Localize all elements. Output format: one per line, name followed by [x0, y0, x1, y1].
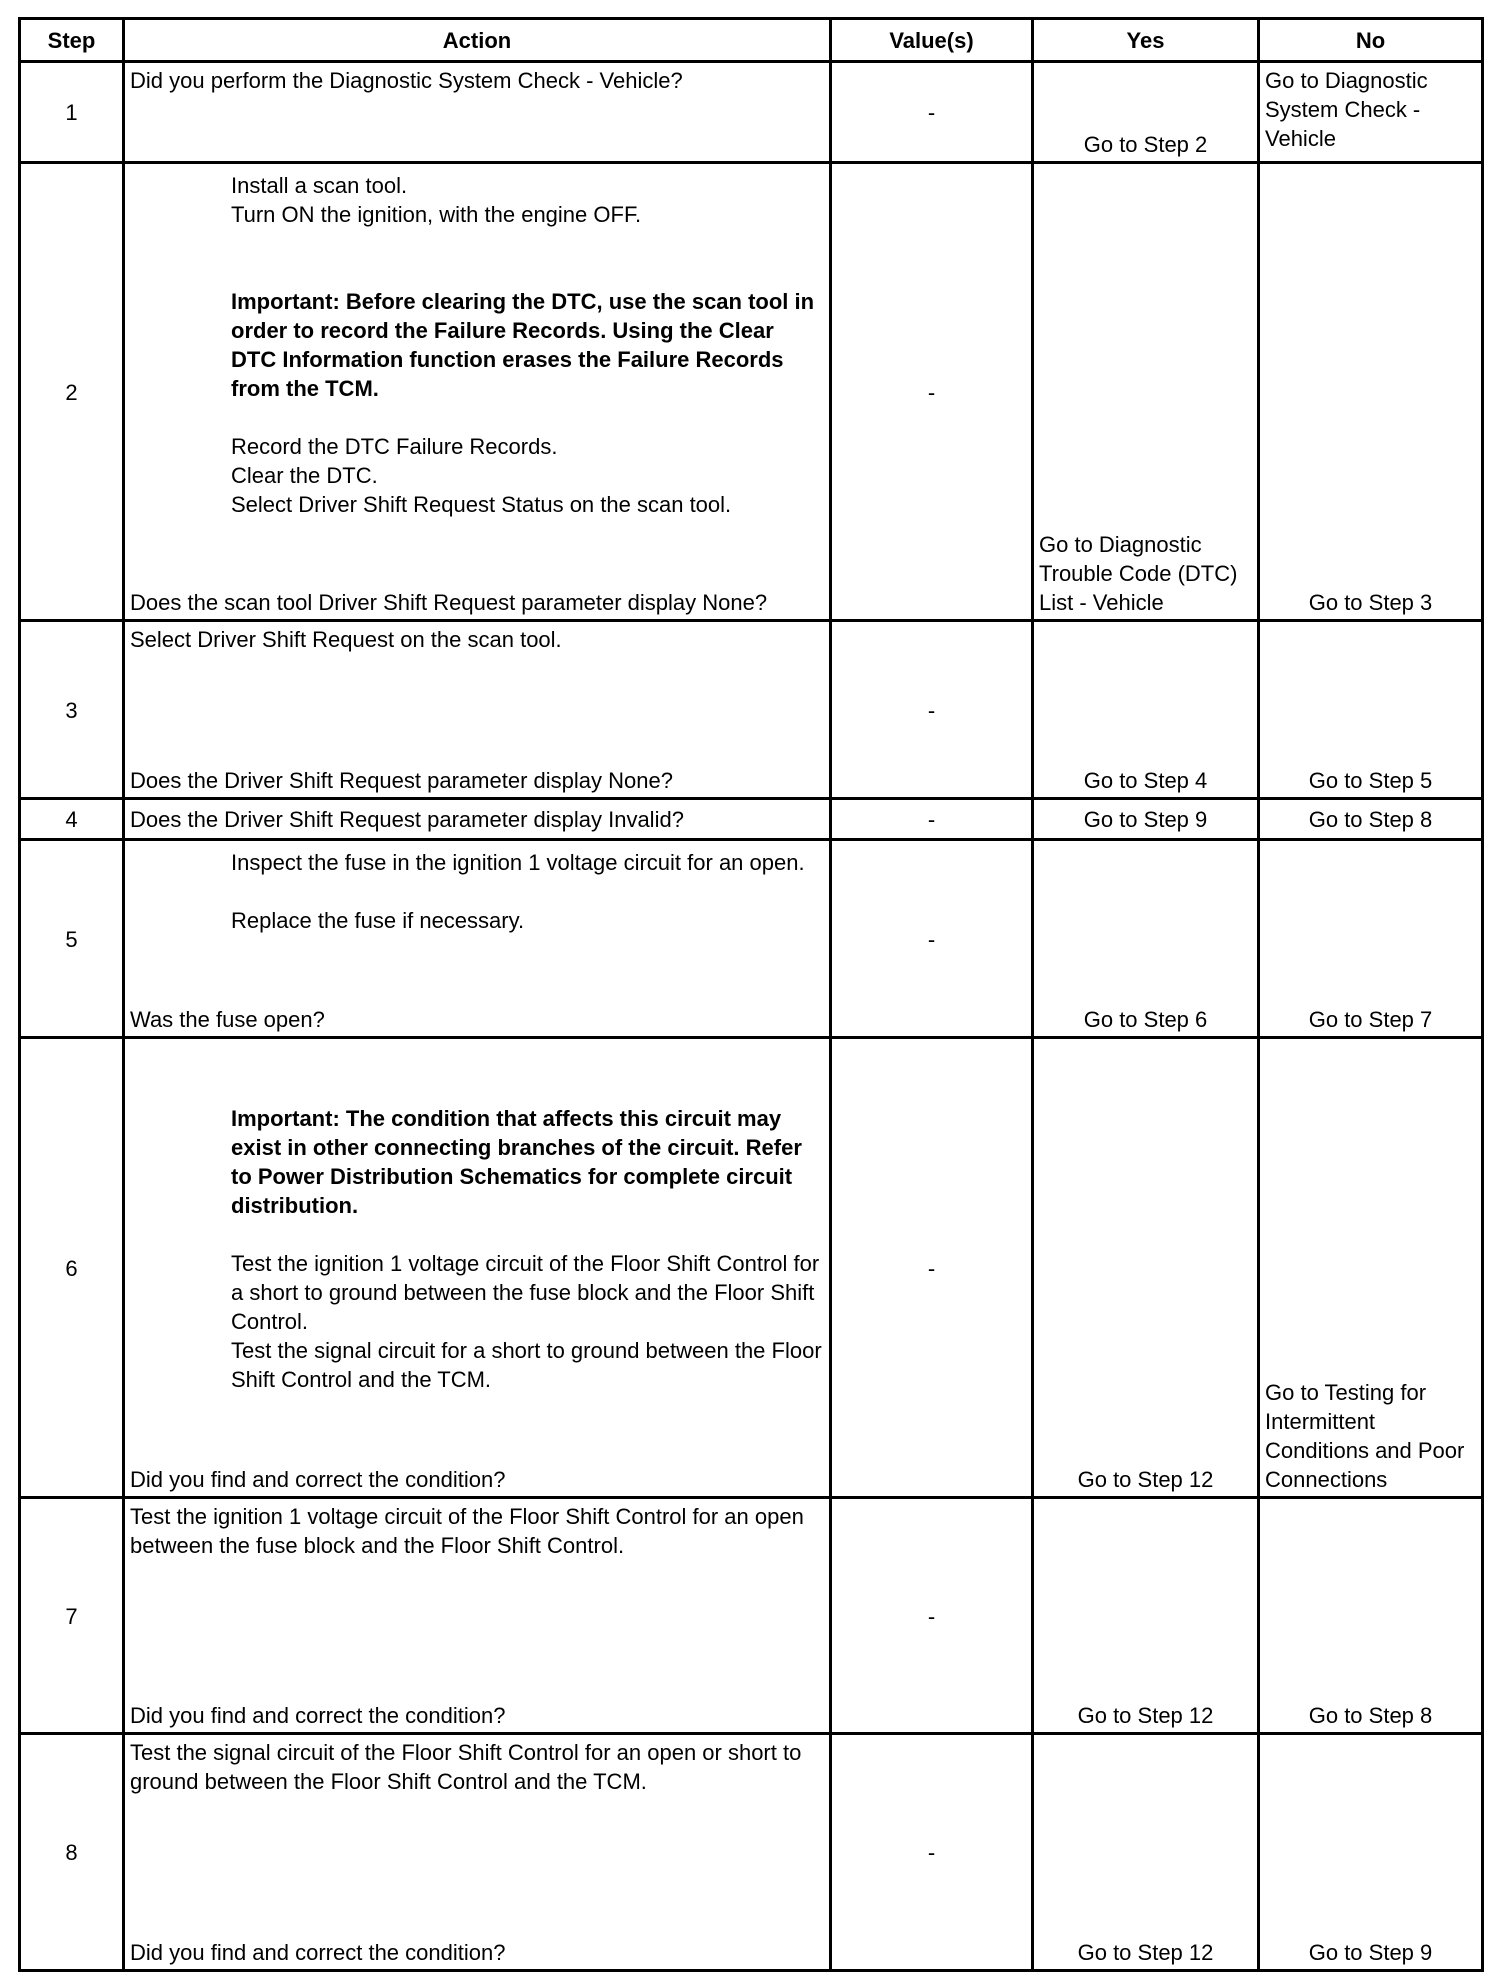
value-cell: - [829, 63, 1031, 161]
step-number: 6 [65, 1255, 78, 1281]
action-question: Does the Driver Shift Request parameter display Invalid? [130, 807, 684, 832]
yes-link[interactable]: Go to Step 2 [1083, 132, 1208, 157]
important-note: Important: Before clearing the DTC, use the scan tool in order to record the Failure Records. Using the Clear DTC Information function erases the Failure Records from the TCM. [231, 289, 815, 401]
no-link[interactable]: Go to Diagnostic System Check - Vehicle [1265, 68, 1428, 151]
step-number: 3 [65, 697, 78, 723]
action-cell [122, 841, 829, 1036]
action-instruction: Test the signal circuit for a short to ground between the Floor Shift Control and the TCM. [231, 1338, 822, 1392]
table-row [21, 161, 1481, 619]
no-cell [1257, 841, 1481, 1036]
no-link[interactable]: Go to Step 8 [1308, 1703, 1433, 1728]
action-instruction: Select Driver Shift Request on the scan tool. [130, 627, 562, 652]
value-cell: - [829, 1499, 1031, 1732]
yes-link[interactable]: Go to Step 6 [1083, 1007, 1208, 1032]
action-instruction: Select Driver Shift Request Status on the scan tool. [231, 492, 732, 517]
action-question: Did you perform the Diagnostic System Check - Vehicle? [130, 68, 683, 93]
no-link[interactable]: Go to Step 3 [1308, 590, 1433, 615]
header-values: Value(s) [829, 20, 1031, 60]
step-number: 2 [65, 379, 78, 405]
yes-cell [1031, 1735, 1257, 1969]
action-cell [122, 1039, 829, 1496]
value-cell: - [829, 841, 1031, 1036]
value-cell: - [829, 164, 1031, 619]
action-cell [122, 1499, 829, 1732]
yes-cell [1031, 164, 1257, 619]
table-row [21, 1732, 1481, 1969]
no-cell [1257, 1039, 1481, 1496]
table-row [21, 797, 1481, 838]
yes-cell [1031, 1039, 1257, 1496]
action-instruction: Record the DTC Failure Records. [231, 434, 558, 459]
step-number: 7 [65, 1603, 78, 1629]
action-question: Does the Driver Shift Request parameter display None? [130, 768, 673, 793]
no-link[interactable]: Go to Step 7 [1308, 1007, 1433, 1032]
step-number: 5 [65, 926, 78, 952]
important-note: Important: The condition that affects this circuit may exist in other connecting branches of the circuit. Refer to Power Distribution Schematics for complete circuit distribution. [231, 1106, 802, 1218]
yes-cell [1031, 622, 1257, 797]
yes-cell [1031, 63, 1257, 161]
yes-cell [1031, 800, 1257, 838]
action-instruction: Test the ignition 1 voltage circuit of the Floor Shift Control for a short to ground between the fuse block and the Floor Shift Control. [231, 1251, 820, 1334]
table-row [21, 838, 1481, 1036]
table-row [21, 1496, 1481, 1732]
no-link[interactable]: Go to Testing for Intermittent Conditions and Poor Connections [1265, 1380, 1465, 1492]
header-no: No [1257, 20, 1481, 60]
no-cell [1257, 1499, 1481, 1732]
action-question: Does the scan tool Driver Shift Request parameter display None? [130, 590, 768, 615]
header-step: Step [47, 27, 96, 53]
step-number: 8 [65, 1840, 78, 1865]
action-cell [122, 622, 829, 797]
yes-link[interactable]: Go to Step 12 [1077, 1940, 1214, 1965]
value-cell: - [829, 800, 1031, 838]
yes-link[interactable]: Go to Step 4 [1083, 768, 1208, 793]
no-link[interactable]: Go to Step 5 [1308, 768, 1433, 793]
header-action: Action [122, 20, 829, 60]
value-cell: - [829, 1735, 1031, 1969]
step-number: 4 [65, 807, 78, 832]
table-header [21, 20, 1481, 60]
action-instruction: Install a scan tool. [231, 173, 408, 198]
yes-link[interactable]: Go to Step 9 [1083, 807, 1208, 832]
yes-cell [1031, 841, 1257, 1036]
no-link[interactable]: Go to Step 9 [1308, 1940, 1433, 1965]
action-instruction: Clear the DTC. [231, 463, 378, 488]
yes-link[interactable]: Go to Step 12 [1077, 1703, 1214, 1728]
table-row [21, 619, 1481, 797]
action-cell [122, 800, 829, 838]
action-instruction: Inspect the fuse in the ignition 1 voltage circuit for an open. [231, 850, 805, 875]
action-question: Did you find and correct the condition? [130, 1940, 506, 1965]
action-question: Did you find and correct the condition? [130, 1467, 506, 1492]
step-number: 1 [65, 100, 78, 125]
action-cell [122, 1735, 829, 1969]
value-cell: - [829, 1039, 1031, 1496]
action-instruction: Test the signal circuit of the Floor Shift Control for an open or short to ground between the Floor Shift Control and the TCM. [130, 1740, 802, 1794]
header-yes: Yes [1031, 20, 1257, 60]
action-instruction: Test the ignition 1 voltage circuit of the Floor Shift Control for an open between the fuse block and the Floor Shift Control. [130, 1504, 804, 1558]
yes-cell [1031, 1499, 1257, 1732]
value-cell: - [829, 622, 1031, 797]
action-cell [122, 164, 829, 619]
action-instruction: Replace the fuse if necessary. [231, 908, 525, 933]
yes-link[interactable]: Go to Step 12 [1077, 1467, 1214, 1492]
action-question: Did you find and correct the condition? [130, 1703, 506, 1728]
no-cell [1257, 622, 1481, 797]
no-cell [1257, 1735, 1481, 1969]
diagnostic-table [18, 17, 1484, 1972]
action-question: Was the fuse open? [130, 1007, 325, 1032]
action-instruction: Turn ON the ignition, with the engine OFF. [231, 202, 642, 227]
table-row [21, 1036, 1481, 1496]
action-cell [122, 63, 829, 161]
no-link[interactable]: Go to Step 8 [1308, 807, 1433, 832]
no-cell [1257, 800, 1481, 838]
yes-link[interactable]: Go to Diagnostic Trouble Code (DTC) List - Vehicle [1039, 532, 1238, 615]
no-cell [1257, 63, 1481, 161]
table-row [21, 60, 1481, 161]
no-cell [1257, 164, 1481, 619]
